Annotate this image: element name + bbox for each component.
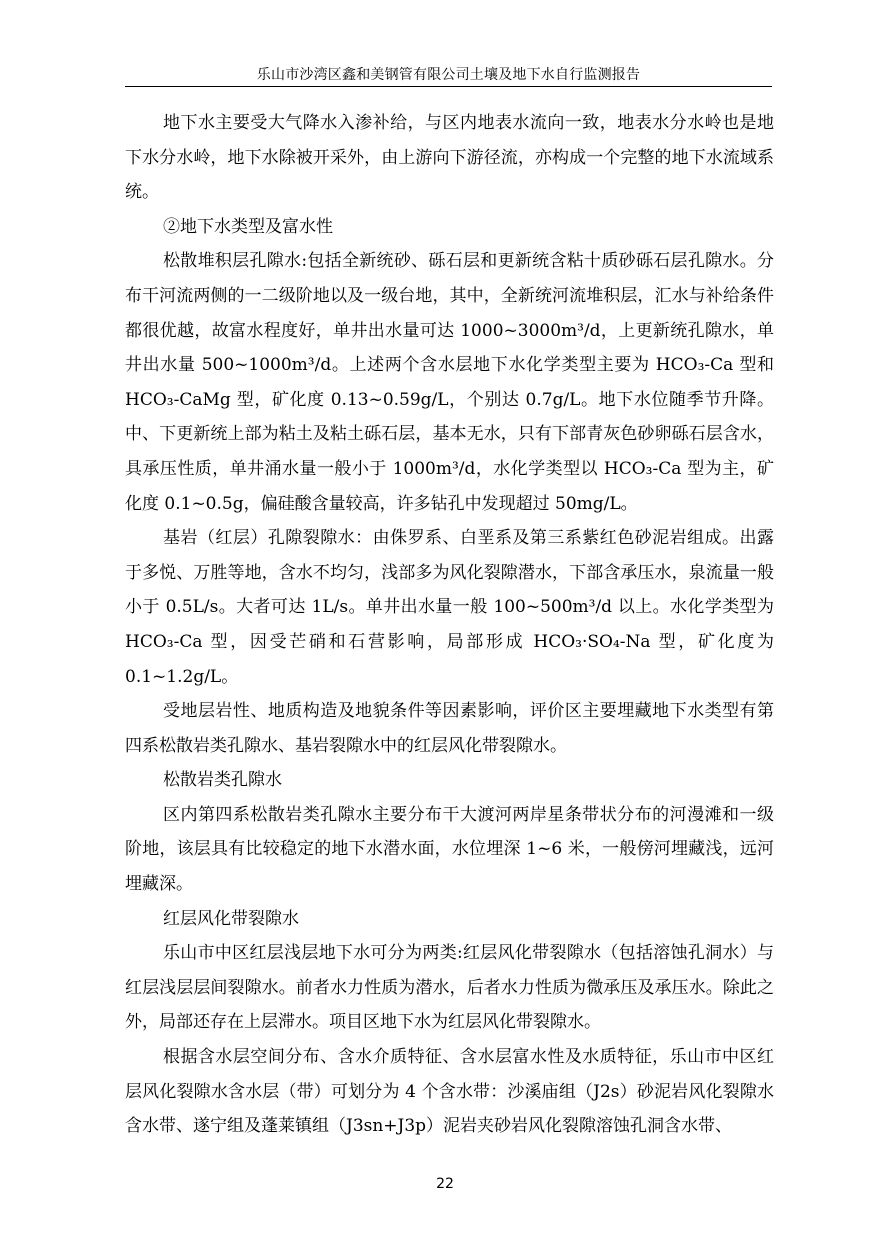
- section-heading-groundwater-types: ②地下水类型及富水性: [163, 216, 333, 237]
- document-body: [125, 106, 774, 1144]
- paragraph-red-bed-shallow-water: 乐山市中区红层浅层地下水可分为两类:红层风化带裂隙水（包括溶蚀孔洞水）与红层浅层层间裂隙水。前者水力性质为潜水，后者水力性质为微承压及承压水。除此之外，局部还存在上层滞水。项目区地下水为红层风化带裂隙水。: [125, 943, 774, 1033]
- page-header: 乐山市沙湾区鑫和美钢管有限公司土壤及地下水自行监测报告: [256, 67, 641, 83]
- header-divider: [125, 86, 772, 87]
- subheading-loose-rock-pore-water: 松散岩类孔隙水: [163, 770, 282, 791]
- paragraph-quaternary-pore-water: 区内第四系松散岩类孔隙水主要分布干大渡河两岸星条带状分布的河漫滩和一级阶地，该层具有比较稳定的地下水潜水面，水位埋深 1~6 米，一般傍河埋藏浅，远河埋藏深。: [125, 804, 774, 895]
- paragraph-evaluation-area: 受地层岩性、地质构造及地貌条件等因素影响，评价区主要埋藏地下水类型有第四系松散岩类孔隙水、基岩裂隙水中的红层风化带裂隙水。: [125, 701, 774, 756]
- paragraph-loose-pore-water: 松散堆积层孔隙水:包括全新统砂、砾石层和更新统含粘十质砂砾石层孔隙水。分布干河流两侧的一二级阶地以及一级台地，其中，全新统河流堆积层，汇水与补给条件都很优越，故富水程度好，单井出水量可达 1000~3000m³/d，上更新统孔隙水，单井出水量 500~1000m³/d。上述两个含水层地下水化学类型主要为 HCO₃-Ca 型和 HCO₃-CaMg 型，矿化度 0.13~0.59g/L，个别达 0.7g/L。地下水位随季节升降。中、下更新统上部为粘土及粘土砾石层，基本无水，只有下部青灰色砂卵砾石层含水，具承压性质，单井涌水量一般小于 1000m³/d，水化学类型以 HCO₃-Ca 型为主，矿化度 0.1~0.5g，偏硅酸含量较高，许多钻孔中发现超过 50mg/L。: [125, 251, 774, 514]
- subheading-red-bed-weathering-fissure: 红层风化带裂隙水: [163, 908, 299, 929]
- paragraph-aquifer-zones: 根据含水层空间分布、含水介质特征、含水层富水性及水质特征，乐山市中区红层风化裂隙水含水层（带）可划分为 4 个含水带：沙溪庙组（J2s）砂泥岩风化裂隙水含水带、遂宁组及蓬莱镇组（J3sn+J3p）泥岩夹砂岩风化裂隙溶蚀孔洞含水带、: [125, 1047, 774, 1137]
- paragraph-recharge: 地下水主要受大气降水入渗补给，与区内地表水流向一致，地表水分水岭也是地下水分水岭，地下水除被开采外，由上游向下游径流，亦构成一个完整的地下水流域系统。: [125, 113, 774, 203]
- page-number: 22: [436, 1176, 454, 1192]
- paragraph-bedrock-fissure-water: 基岩（红层）孔隙裂隙水：由侏罗系、白垩系及第三系紫红色砂泥岩组成。出露于多悦、万胜等地，含水不均匀，浅部多为风化裂隙潜水，下部含承压水，泉流量一般小于 0.5L/s。大者可达 1L/s。单井出水量一般 100~500m³/d 以上。水化学类型为 HCO₃-Ca 型，因受芒硝和石营影响，局部形成 HCO₃·SO₄-Na 型，矿化度为 0.1~1.2g/L。: [125, 528, 774, 687]
